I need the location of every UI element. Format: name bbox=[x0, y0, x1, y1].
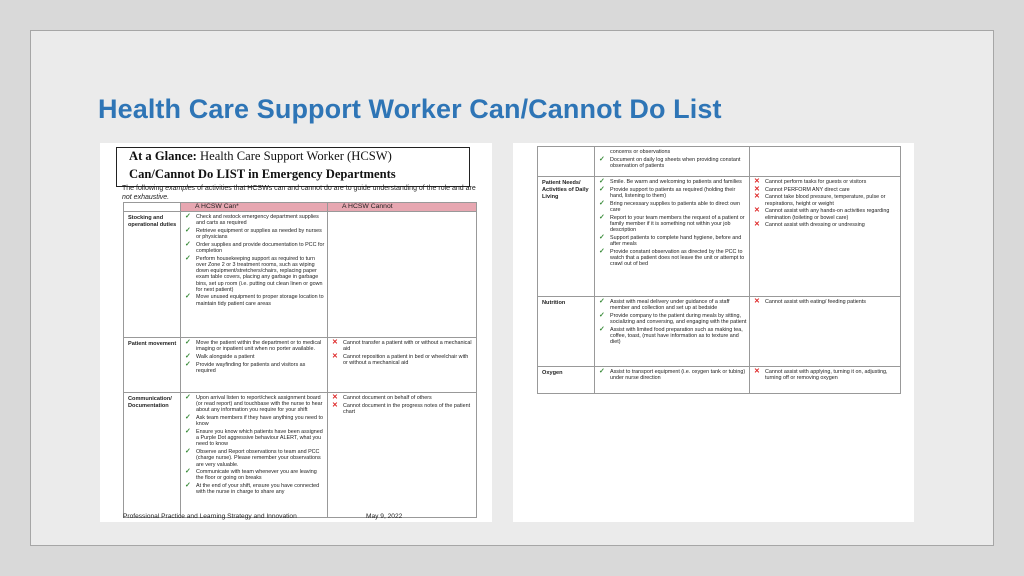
document-heading-box bbox=[116, 147, 470, 187]
can-cell bbox=[595, 297, 750, 367]
cannot-item bbox=[752, 179, 898, 185]
can-item-text: Provide support to patients as required (holding their hand, listening to them) bbox=[610, 186, 736, 199]
table-row bbox=[124, 393, 477, 518]
can-item-text: Order supplies and provide documentation to PCC for completion bbox=[196, 241, 325, 255]
slide-title: Health Care Support Worker Can/Cannot Do List bbox=[98, 94, 722, 124]
can-item-text: Assist with limited food preparation such as making tea, coffee, toast, (must have information as to texture and diet) bbox=[610, 326, 743, 346]
cannot-cell bbox=[328, 212, 477, 338]
check-icon: ✓ bbox=[599, 155, 605, 163]
check-icon: ✓ bbox=[599, 325, 605, 333]
check-icon: ✓ bbox=[185, 293, 191, 301]
can-item bbox=[597, 149, 747, 155]
row-category: Oxygen bbox=[538, 367, 595, 394]
cannot-item-text: Cannot assist with eating/ feeding patients bbox=[765, 299, 866, 305]
heading-line-2: Can/Cannot Do LIST in Emergency Departments bbox=[129, 167, 396, 181]
can-item bbox=[183, 294, 325, 306]
can-item bbox=[597, 369, 747, 381]
check-icon: ✓ bbox=[599, 199, 605, 207]
can-item-text: Upon arrival listen to report/check assignment board (or read report) and touchbase with the nurse to hear about any information you require for your shift bbox=[196, 395, 323, 414]
header-cannot: A HCSW Cannot bbox=[328, 203, 477, 212]
x-icon: ✕ bbox=[754, 185, 760, 193]
check-icon: ✓ bbox=[185, 428, 191, 436]
heading-line-1: At a Glance: Health Care Support Worker (HCSW) bbox=[129, 149, 392, 163]
row-category: Patient movement bbox=[124, 338, 181, 393]
cannot-item bbox=[330, 395, 474, 401]
table-row bbox=[538, 147, 901, 177]
can-cell bbox=[181, 338, 328, 393]
check-icon: ✓ bbox=[185, 448, 191, 456]
cannot-item bbox=[752, 194, 898, 206]
check-icon: ✓ bbox=[185, 254, 191, 262]
cannot-cell bbox=[328, 338, 477, 393]
cannot-item-text: Cannot take blood pressure, temperature, pulse or respirations, height or weight bbox=[765, 194, 886, 207]
table-row bbox=[538, 297, 901, 367]
can-item bbox=[183, 449, 325, 468]
can-cannot-table-left bbox=[123, 202, 477, 518]
document-page-left bbox=[100, 143, 492, 522]
can-item bbox=[183, 395, 325, 414]
can-item-text: Move unused equipment to proper storage location to maintain tidy patient care areas bbox=[196, 294, 324, 307]
can-item bbox=[597, 249, 747, 268]
cannot-item-text: Cannot PERFORM ANY direct care bbox=[765, 186, 850, 193]
cannot-item bbox=[752, 187, 898, 193]
can-item bbox=[597, 215, 747, 234]
can-item bbox=[183, 362, 325, 374]
x-icon: ✕ bbox=[754, 207, 760, 215]
can-item bbox=[597, 313, 747, 325]
row-category: Nutrition bbox=[538, 297, 595, 367]
cannot-item-text: Cannot document in the progress notes of the patient chart bbox=[343, 402, 471, 415]
cannot-cell bbox=[750, 177, 901, 297]
cannot-item bbox=[752, 208, 898, 220]
can-item bbox=[597, 327, 747, 346]
header-can: A HCSW Can* bbox=[181, 203, 328, 212]
x-icon: ✕ bbox=[332, 339, 338, 346]
cannot-item-text: Cannot perform tasks for guests or visitors bbox=[765, 179, 867, 185]
can-item bbox=[183, 415, 325, 427]
check-icon: ✓ bbox=[599, 311, 605, 319]
cannot-item bbox=[752, 299, 898, 305]
can-item-text: Ask team members if they have anything you need to know bbox=[196, 415, 324, 428]
can-item-text: Ensure you know which patients have been assigned a Purple Dot aggressive behaviour ALERT, what you need to know bbox=[196, 429, 323, 448]
check-icon: ✓ bbox=[599, 233, 605, 241]
table-header-row bbox=[124, 203, 477, 212]
can-item bbox=[597, 201, 747, 213]
row-category: Stocking and operational duties bbox=[124, 212, 181, 338]
table-row bbox=[124, 338, 477, 393]
check-icon: ✓ bbox=[185, 414, 191, 422]
cannot-item bbox=[752, 222, 898, 228]
can-item-text: Check and restock emergency department supplies and carts as required bbox=[196, 214, 319, 227]
cannot-item bbox=[752, 369, 898, 381]
intro-text: The following examples of activities that HCSWs can and cannot do are to guide understanding of the role and are not exhaustive. bbox=[122, 185, 476, 201]
table-row bbox=[538, 177, 901, 297]
cannot-cell bbox=[328, 393, 477, 518]
can-item-text: Provide company to the patient during meals by sitting, socializing and conversing, and engaging with the patient bbox=[610, 312, 747, 326]
can-cell bbox=[181, 212, 328, 338]
check-icon: ✓ bbox=[599, 178, 605, 185]
x-icon: ✕ bbox=[754, 193, 760, 201]
x-icon: ✕ bbox=[754, 368, 760, 375]
can-item bbox=[183, 340, 325, 352]
can-item-text: Assist with meal delivery under guidance of a staff member and collection and set up at bedside bbox=[610, 299, 730, 312]
x-icon: ✕ bbox=[754, 298, 760, 305]
cannot-cell bbox=[750, 367, 901, 394]
check-icon: ✓ bbox=[185, 468, 191, 476]
footer-date: May 9, 2022 bbox=[366, 513, 403, 520]
x-icon: ✕ bbox=[332, 352, 338, 360]
document-page-right bbox=[513, 143, 914, 522]
check-icon: ✓ bbox=[185, 226, 191, 234]
check-icon: ✓ bbox=[185, 394, 191, 401]
can-item bbox=[597, 235, 747, 247]
cannot-item-text: Cannot assist with dressing or undressing bbox=[765, 222, 865, 229]
can-cannot-table-right bbox=[537, 146, 901, 394]
can-item bbox=[183, 429, 325, 448]
can-item-text: Perform housekeeping support as required to turn over Zone 2 or 3 treatment rooms, such as wiping down equipment/stretchers/chairs, replacing paper exam table covers, placing any garbage in garbage bins, set up room (i.e. putting out clean linen or gown for next patient) bbox=[196, 255, 323, 293]
check-icon: ✓ bbox=[599, 247, 605, 255]
cannot-item-text: Cannot assist with applying, turning it on, adjusting, turning off or removing oxygen bbox=[765, 369, 888, 382]
can-cell bbox=[595, 147, 750, 177]
can-item-text: concerns or observations bbox=[610, 149, 671, 155]
x-icon: ✕ bbox=[332, 394, 338, 401]
can-item-text: Walk alongside a patient bbox=[196, 353, 255, 360]
can-item bbox=[597, 179, 747, 185]
row-category: Patient Needs/ Activities of Daily Living bbox=[538, 177, 595, 297]
check-icon: ✓ bbox=[185, 360, 191, 368]
check-icon: ✓ bbox=[185, 482, 191, 490]
can-item-text: Retrieve equipment or supplies as needed by nurses or physicians bbox=[196, 227, 322, 241]
cannot-item bbox=[330, 403, 474, 415]
x-icon: ✕ bbox=[332, 401, 338, 409]
can-item-text: Support patients to complete hand hygiene, before and after meals bbox=[610, 234, 742, 247]
can-item-text: Provide wayfinding for patients and visitors as required bbox=[196, 361, 306, 374]
cannot-item-text: Cannot reposition a patient in bed or wheelchair with or without a mechanical aid bbox=[343, 353, 469, 367]
can-item bbox=[183, 483, 325, 495]
check-icon: ✓ bbox=[185, 213, 191, 220]
check-icon: ✓ bbox=[185, 339, 191, 346]
can-item bbox=[597, 187, 747, 199]
table-row bbox=[124, 212, 477, 338]
can-item bbox=[183, 469, 325, 481]
can-item bbox=[597, 157, 747, 169]
can-item bbox=[183, 228, 325, 240]
can-item-text: Document on daily log sheets when providing constant observation of patients bbox=[610, 156, 741, 169]
can-item-text: At the end of your shift, ensure you have connected with the nurse in charge to share any bbox=[196, 483, 320, 496]
check-icon: ✓ bbox=[185, 240, 191, 248]
cannot-item-text: Cannot assist with any hands-on activities regarding elimination (toileting or bowel care) bbox=[765, 208, 890, 221]
can-item-text: Assist to transport equipment (i.e. oxygen tank or tubing) under nurse direction bbox=[610, 369, 746, 382]
check-icon: ✓ bbox=[599, 185, 605, 193]
can-item-text: Bring necessary supplies to patients able to direct own care bbox=[610, 200, 741, 213]
check-icon: ✓ bbox=[599, 298, 605, 305]
row-category: Communication/ Documentation bbox=[124, 393, 181, 518]
can-cell bbox=[181, 393, 328, 518]
footer-left: Professional Practice and Learning Strategy and Innovation bbox=[123, 513, 297, 520]
check-icon: ✓ bbox=[599, 213, 605, 221]
can-item-text: Report to your team members the request of a patient or family member if it is something not within your job description bbox=[610, 214, 745, 233]
can-item bbox=[183, 242, 325, 254]
can-item bbox=[183, 354, 325, 360]
can-item-text: Smile. Be warm and welcoming to patients and families bbox=[610, 179, 742, 185]
cannot-item-text: Cannot document on behalf of others bbox=[343, 395, 432, 401]
can-item-text: Move the patient within the department or to medical imaging or inpatient unit when no porter available. bbox=[196, 340, 322, 353]
can-cell bbox=[595, 367, 750, 394]
can-item bbox=[597, 299, 747, 311]
cannot-cell bbox=[750, 297, 901, 367]
check-icon: ✓ bbox=[599, 368, 605, 375]
cannot-cell bbox=[750, 147, 901, 177]
can-item-text: Provide constant observation as directed by the PCC to watch that a patient does not leave the unit or attempt to crawl out of bed bbox=[610, 248, 745, 267]
cannot-item-text: Cannot transfer a patient with or without a mechanical aid bbox=[343, 340, 472, 353]
can-cell bbox=[595, 177, 750, 297]
can-item bbox=[183, 256, 325, 293]
cannot-item bbox=[330, 340, 474, 352]
table-row bbox=[538, 367, 901, 394]
row-category bbox=[538, 147, 595, 177]
header-blank bbox=[124, 203, 181, 212]
can-item bbox=[183, 214, 325, 226]
x-icon: ✕ bbox=[754, 178, 760, 185]
check-icon: ✓ bbox=[185, 352, 191, 360]
x-icon: ✕ bbox=[754, 221, 760, 229]
can-item-text: Observe and Report observations to team and PCC (charge nurse). Please remember your observations are very valuable. bbox=[196, 449, 321, 468]
cannot-item bbox=[330, 354, 474, 366]
can-item-text: Communicate with team whenever you are leaving the floor or going on breaks bbox=[196, 469, 317, 482]
